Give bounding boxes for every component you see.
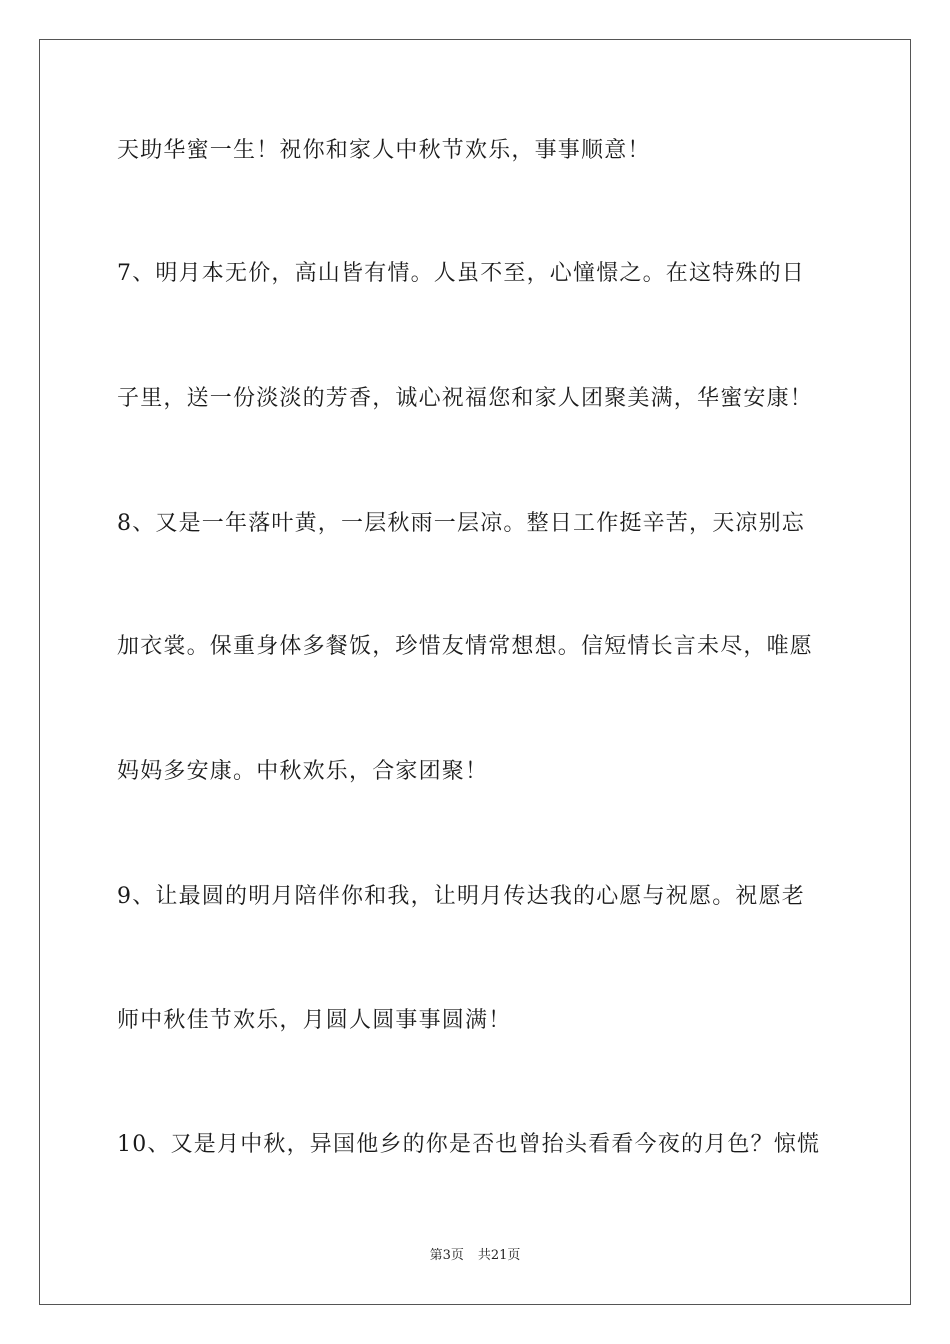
text-line-7: 9、让最圆的明月陪伴你和我，让明月传达我的心愿与祝愿。祝愿老 <box>117 884 805 909</box>
text-line-4: 8、又是一年落叶黄，一层秋雨一层凉。整日工作挺辛苦，天凉别忘 <box>117 511 805 536</box>
text-line-6: 妈妈多安康。中秋欢乐，合家团聚！ <box>117 759 489 784</box>
page-number: 第3页 <box>429 1248 464 1263</box>
text-line-9: 10、又是月中秋，异国他乡的你是否也曾抬头看看今夜的月色？惊慌 <box>117 1132 821 1157</box>
page-frame <box>39 39 911 1305</box>
text-line-1: 天助华蜜一生！祝你和家人中秋节欢乐，事事顺意！ <box>117 138 651 163</box>
page-total: 共21页 <box>477 1248 521 1263</box>
page-footer <box>0 1248 950 1264</box>
text-line-2: 7、明月本无价，高山皆有情。人虽不至，心憧憬之。在这特殊的日 <box>117 261 805 286</box>
text-line-3: 子里，送一份淡淡的芳香，诚心祝福您和家人团聚美满，华蜜安康！ <box>117 386 814 411</box>
text-line-5: 加衣裳。保重身体多餐饭，珍惜友情常想想。信短情长言未尽，唯愿 <box>117 634 814 659</box>
text-line-8: 师中秋佳节欢乐，月圆人圆事事圆满！ <box>117 1008 512 1033</box>
